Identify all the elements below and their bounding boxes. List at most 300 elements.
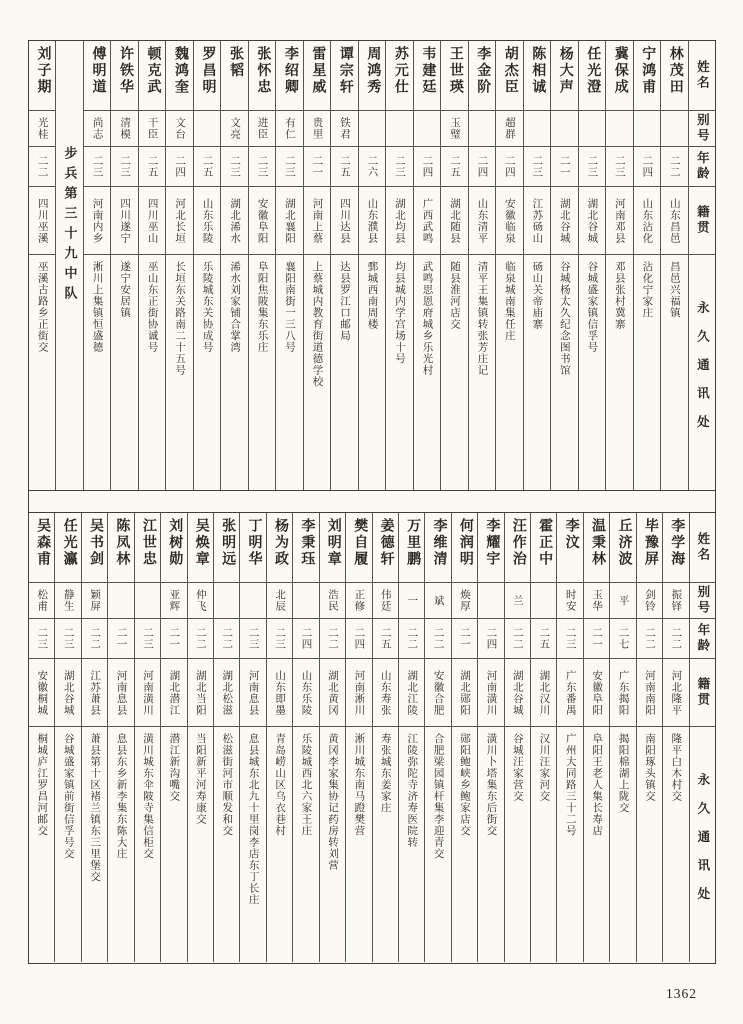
person-column [81,513,107,962]
person-alias [386,111,412,147]
person-address-text: 隆平白木村交 [670,733,682,802]
person-native-place [663,659,688,727]
person-alias-text: 铁君 [339,117,351,140]
person-age-text: 二三 [91,155,103,178]
person-native-place-text: 安徽临泉 [503,197,515,244]
person-address-text: 砀山关帝庙寨 [531,261,543,330]
person-native-place [29,659,54,727]
person-address-text: 南阳琢头镇交 [644,733,655,802]
person-column [110,41,137,490]
person-native-place-text: 山东昌邑 [668,197,680,244]
person-column [275,41,302,490]
person-age [29,147,55,187]
person-age [293,619,318,659]
person-column [29,41,55,490]
header-native [689,187,715,255]
header-column [688,41,715,490]
person-name [610,513,635,583]
person-native-place-text: 河南息县 [247,669,259,716]
person-native-place [82,659,107,727]
person-native-place-text: 四川达县 [339,197,351,244]
header-address [690,727,715,962]
person-age [505,619,530,659]
person-native-place [166,187,192,255]
person-age-text: 二三 [564,627,576,650]
person-alias [452,583,477,619]
person-address [452,727,477,962]
person-alias [55,583,80,619]
person-address [29,727,54,962]
person-address [249,255,275,490]
person-native-place-text: 湖北襄阳 [284,197,296,244]
person-name-text: 任光瀛 [61,518,77,568]
person-native-place [249,187,275,255]
person-alias [505,583,530,619]
person-address-text: 长垣东关路南二十五号 [174,261,186,376]
person-address-text: 郧阳鲍峡乡鲍家店交 [459,733,471,837]
person-name-text: 雷星威 [310,46,326,96]
header-name [689,41,715,111]
header-age [690,619,715,659]
header-column [689,513,715,962]
header-native-text: 籍贯 [695,677,710,708]
person-native-place [496,187,522,255]
person-native-place-text: 山东乐陵 [300,669,312,716]
person-age [221,147,247,187]
person-age [557,619,582,659]
person-age [346,619,371,659]
person-address [293,727,318,962]
header-age [689,147,715,187]
person-native-place-text: 江苏砀山 [531,197,543,244]
person-age [551,147,577,187]
person-name [293,513,318,583]
person-native-place-text: 河南邓县 [613,197,625,244]
person-name [505,513,530,583]
person-alias-text: 时安 [564,589,576,612]
person-name [579,41,605,111]
person-age [579,147,605,187]
person-native-place-text: 湖北随县 [448,197,460,244]
person-native-place [221,187,247,255]
person-alias [478,583,503,619]
person-address-text: 浠水刘家铺合掌湾 [229,261,241,353]
person-age [188,619,213,659]
person-age-text: 二一 [591,627,603,650]
person-address-text: 寿张城东姜家庄 [379,733,391,814]
roster-table-top [29,41,715,491]
person-alias [551,111,577,147]
person-age [606,147,632,187]
person-address [55,727,80,962]
person-alias [346,583,371,619]
person-address [135,727,160,962]
person-address [551,255,577,490]
person-column [213,513,239,962]
person-name [557,513,582,583]
person-alias-text: 仲飞 [194,589,206,612]
person-native-place-text: 安徽合肥 [432,669,444,716]
person-column [662,513,688,962]
person-address-text: 遂宁安居镇 [119,261,131,319]
person-address [399,727,424,962]
person-age-text: 二三 [586,155,598,178]
person-age-text: 二二 [406,627,418,650]
person-native-place-text: 山东即墨 [274,669,286,716]
person-column [477,513,503,962]
header-name [690,513,715,583]
person-native-place [84,187,110,255]
person-alias [399,583,424,619]
person-alias-text: 一 [406,594,418,607]
person-alias [82,583,107,619]
person-column [440,41,467,490]
person-name-text: 丘济波 [616,518,632,568]
person-age [441,147,467,187]
person-name-text: 谭宗轩 [337,46,353,96]
person-address [557,727,582,962]
person-native-place [359,187,385,255]
unit-label: 步兵第三十九中队 [62,146,78,306]
person-alias [524,111,550,147]
person-alias-text: 浩民 [326,589,338,612]
person-native-place-text: 山东沾化 [641,197,653,244]
person-name-text: 许铁华 [118,46,133,96]
person-column [134,513,160,962]
person-native-place [304,187,330,255]
person-column [248,41,275,490]
person-address [331,255,357,490]
person-alias-text: 北辰 [274,589,286,612]
person-alias [249,111,275,147]
person-name-text: 刘子期 [35,46,51,96]
person-name [441,41,467,111]
person-age-text: 二一 [115,627,127,650]
person-column [633,41,660,490]
person-address [29,255,55,490]
person-native-place [425,659,450,727]
person-address-text: 随县淮河店交 [448,261,460,330]
person-native-place-text: 湖北黄冈 [326,669,338,716]
person-native-place [661,187,687,255]
person-column [330,41,357,490]
person-address-text: 鄄城西南周楼 [366,261,378,330]
person-age [386,147,412,187]
person-address [139,255,165,490]
person-age [249,147,275,187]
person-alias-text: 焕厚 [459,589,471,612]
person-name [637,513,662,583]
person-age [478,619,503,659]
person-age [414,147,440,187]
person-address-text: 合肥梁园镇杆集李迎青交 [432,733,444,860]
header-alias [690,583,715,619]
person-address-text: 潜江新沟嘴交 [168,733,180,802]
person-name-text: 姜德轩 [378,518,394,568]
person-name [249,41,275,111]
header-alias [689,111,715,147]
person-name [524,41,550,111]
person-alias [469,111,495,147]
person-address-text: 息县东乡新李集东陈大庄 [115,733,127,860]
person-alias [240,583,265,619]
person-native-place-text: 河北隆平 [670,669,682,716]
person-age-text: 二三 [613,155,625,178]
person-native-place [634,187,660,255]
person-alias-text: 干臣 [146,117,158,140]
person-alias-text: 光桂 [36,117,48,140]
person-native-place [188,659,213,727]
person-name-text: 汪作治 [510,518,526,568]
person-age-text: 二五 [339,155,351,178]
person-native-place-text: 河北长垣 [174,197,186,244]
header-native [690,659,715,727]
person-age-text: 二二 [644,627,655,650]
person-address [194,255,220,490]
person-address [304,255,330,490]
person-address-text: 邓县张村冀寨 [613,261,625,330]
person-native-place [135,659,160,727]
person-native-place-text: 四川巫山 [146,197,158,244]
person-native-place [108,659,133,727]
person-column [609,513,635,962]
person-name [29,41,55,111]
person-alias-text: 文亮 [229,117,241,140]
person-native-place-text: 河南内乡 [91,197,103,244]
person-address-text: 襄阳南街一三八号 [284,261,296,353]
person-age [452,619,477,659]
person-column [583,513,609,962]
person-alias [610,583,635,619]
person-native-place [505,659,530,727]
person-age-text: 二三 [141,627,153,650]
person-age [111,147,137,187]
person-age [320,619,345,659]
person-name-text: 李学海 [669,518,685,568]
person-name-text: 顿克武 [145,46,161,96]
person-native-place-text: 广东番禺 [564,669,576,716]
person-address-text: 达县罗江口邮局 [339,261,351,342]
person-address-text: 谷城盛家镇信孚号 [586,261,598,353]
person-age-text: 二二 [221,627,233,650]
person-native-place [161,659,186,727]
person-age-text: 二二 [511,627,523,650]
person-column [495,41,522,490]
person-address [414,255,440,490]
person-address [441,255,467,490]
person-name [373,513,398,583]
person-native-place-text: 湖北当阳 [194,669,206,716]
person-column [107,513,133,962]
person-age [663,619,688,659]
person-alias-text: 超群 [503,117,515,140]
person-column [345,513,371,962]
person-name-text: 何润明 [457,518,473,568]
person-name-text: 张怀忠 [255,46,271,96]
person-name-text: 李金阶 [475,46,491,96]
person-name-text: 张明远 [220,518,236,568]
page-number: 1362 [666,986,697,1001]
person-column [292,513,318,962]
person-address [188,727,213,962]
person-age [135,619,160,659]
person-column [504,513,530,962]
person-age [161,619,186,659]
person-name [469,41,495,111]
person-native-place-text: 河南潢川 [485,669,497,716]
person-name-text: 魏鸿奎 [172,46,188,96]
person-address-text: 阜阳焦陂集东乐庄 [256,261,268,353]
person-age [304,147,330,187]
person-age [637,619,662,659]
person-name-text: 李耀宇 [484,518,500,568]
person-native-place-text: 河南潢川 [141,669,153,716]
person-name-text: 吴书剑 [88,518,103,568]
person-address-text: 谷城汪家营交 [511,733,523,802]
person-address [320,727,345,962]
person-native-place-text: 广东揭阳 [617,669,629,716]
person-alias [606,111,632,147]
person-alias [29,583,54,619]
person-name [108,513,133,583]
person-address [469,255,495,490]
person-age-text: 二二 [326,627,338,650]
person-native-place [139,187,165,255]
person-age-text: 二四 [503,155,515,178]
person-name [194,41,220,111]
person-address [240,727,265,962]
person-alias [135,583,160,619]
person-name-text: 丁明华 [246,518,262,568]
person-name [531,513,556,583]
person-address-text: 黄冈李家集协记药房转刘营 [326,733,338,871]
person-alias [584,583,609,619]
person-name [346,513,371,583]
person-address [276,255,302,490]
person-column [303,41,330,490]
person-native-place-text: 山东濮县 [366,197,378,244]
person-name-text: 傅明道 [90,46,106,96]
person-name [240,513,265,583]
person-age [524,147,550,187]
person-native-place [346,659,371,727]
person-address-text: 青岛崂山区乌衣巷村 [274,733,286,837]
person-age-text: 二二 [194,627,206,650]
person-column [29,513,54,962]
person-column [578,41,605,490]
person-column [413,41,440,490]
person-address-text: 上蔡城内教育街道德学校 [311,261,323,388]
person-native-place-text: 河南淅川 [353,669,365,716]
person-name-text: 冀保成 [612,46,628,96]
person-alias [84,111,110,147]
header-alias-text: 别号 [695,585,710,616]
person-age-text: 二三 [229,155,241,178]
person-native-place-text: 湖北谷城 [558,197,570,244]
person-native-place-text: 河南息县 [115,669,127,716]
person-alias-text: 玉璧 [448,117,460,140]
person-address [214,727,239,962]
person-age-text: 二六 [366,155,378,178]
person-name [135,513,160,583]
person-name [161,513,186,583]
person-name [661,41,687,111]
person-name-text: 张韬 [227,46,243,79]
person-alias [637,583,662,619]
person-age-text: 二五 [201,155,213,178]
person-alias [29,111,55,147]
person-address-text: 淅川上集镇恒盛德 [91,261,103,353]
person-address [637,727,662,962]
person-native-place-text: 安徽阜阳 [591,669,603,716]
person-address-text: 均县城内学宫场十号 [393,261,405,365]
person-name [214,513,239,583]
person-name [359,41,385,111]
person-address-text: 清平王集镇转张芳庄记 [476,261,488,376]
person-address [584,727,609,962]
person-age-text: 二一 [168,627,180,650]
person-name [276,41,302,111]
person-column [530,513,556,962]
person-age-text: 二三 [274,627,286,650]
person-address-text: 巫溪古路乡正街交 [36,261,48,353]
person-alias-text: 静生 [62,589,74,612]
person-age-text: 二五 [146,155,158,178]
person-age [425,619,450,659]
person-name [111,41,137,111]
person-age-text: 二四 [641,155,653,178]
person-address [267,727,292,962]
person-native-place-text: 河南南阳 [644,669,655,716]
person-address-text: 桐城庐江罗昌河邮交 [36,733,48,837]
person-alias [161,583,186,619]
person-native-place-text: 山东寿张 [379,669,391,716]
person-name-text: 陈相诚 [530,46,546,96]
person-age-text: 二二 [432,627,444,650]
person-alias [331,111,357,147]
person-native-place [441,187,467,255]
person-address [606,255,632,490]
person-column [424,513,450,962]
person-native-place-text: 河南上蔡 [311,197,323,244]
person-address [221,255,247,490]
person-name [452,513,477,583]
person-address [84,255,110,490]
person-age [267,619,292,659]
person-column [266,513,292,962]
person-age-text: 二三 [36,627,48,650]
person-name [267,513,292,583]
page-frame [28,40,716,964]
person-age [399,619,424,659]
person-name-text: 万里鹏 [405,518,421,568]
person-native-place [606,187,632,255]
person-alias [276,111,302,147]
person-name-text: 李绍卿 [282,46,298,96]
header-age-text: 年龄 [695,151,710,182]
person-native-place-text: 湖北松滋 [221,669,233,716]
header-age-text: 年龄 [695,623,710,654]
person-address-text: 谷城杨太久纪念图书馆 [558,261,570,376]
person-address-text: 广州大同路三十二号 [564,733,576,837]
person-address-text: 潢川城东伞陂寺集信柜交 [141,733,153,860]
person-native-place-text: 四川巫溪 [36,197,48,244]
person-alias [579,111,605,147]
person-address-text: 揭阳棉湖上陇交 [617,733,629,814]
person-native-place-text: 湖北谷城 [62,669,74,716]
unit-column [55,41,82,490]
person-native-place-text: 湖北江陵 [406,669,418,716]
